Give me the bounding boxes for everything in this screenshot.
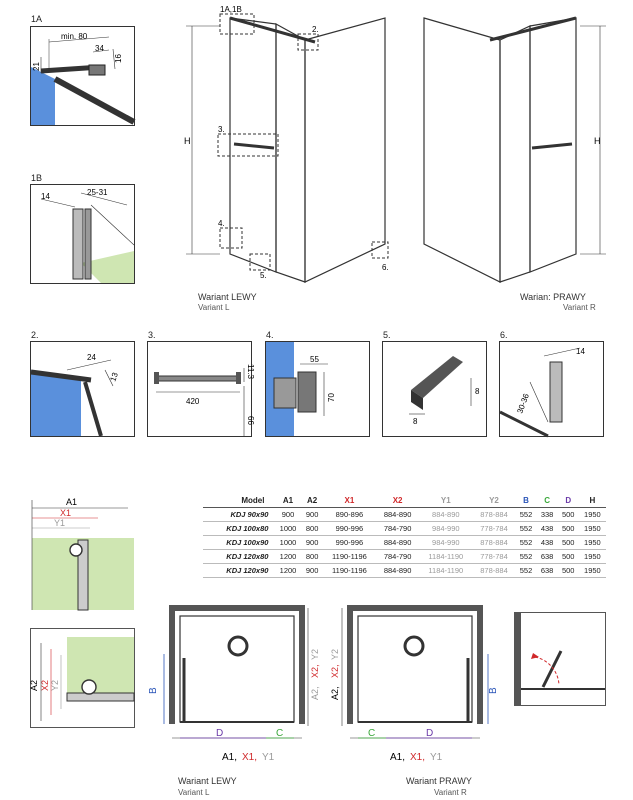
cell-a1: 1200	[274, 550, 301, 564]
floor-plan-right-drawing	[330, 604, 502, 776]
dim-min80: min. 80	[61, 32, 88, 41]
cell-x2: 784-790	[376, 522, 419, 536]
table-row	[203, 536, 606, 550]
cell-d: 500	[558, 508, 579, 522]
plan-detail-side	[30, 628, 135, 728]
cell-y1: 1184-1190	[419, 550, 472, 564]
cell-y2: 878-884	[473, 508, 516, 522]
cell-c: 638	[537, 564, 558, 578]
detail-1b-drawing	[31, 185, 134, 283]
col-a1: A1	[274, 494, 301, 508]
dim-16: 16	[114, 54, 123, 63]
cell-b: 552	[515, 508, 536, 522]
detail-1a-drawing	[31, 27, 134, 125]
detail-2-drawing	[31, 342, 134, 436]
cell-y1: 1184-1190	[419, 564, 472, 578]
col-y1: Y1	[419, 494, 472, 508]
cell-b: 552	[515, 522, 536, 536]
cell-model: KDJ 100x80	[203, 522, 274, 536]
cell-h: 1950	[579, 550, 606, 564]
cell-c: 338	[537, 508, 558, 522]
cell-x2: 784-790	[376, 550, 419, 564]
caption-variant-left-pl: Wariant LEWY	[198, 292, 257, 302]
cell-d: 500	[558, 536, 579, 550]
detail-1a-box	[30, 26, 135, 126]
detail-3-label: 3.	[148, 330, 156, 340]
plan-left-y2: Y2	[310, 648, 320, 660]
detail-4-drawing	[266, 342, 369, 436]
col-a2: A2	[302, 494, 323, 508]
plan-left-y1: Y1	[262, 752, 275, 763]
detail-6-drawing	[500, 342, 603, 436]
cell-h: 1950	[579, 508, 606, 522]
cell-model: KDJ 90x90	[203, 508, 274, 522]
caption-plan-left-pl: Wariant LEWY	[178, 776, 237, 786]
cell-b: 552	[515, 536, 536, 550]
dim-24: 24	[87, 353, 96, 362]
dim-14: 14	[41, 192, 50, 201]
door-swing-drawing	[515, 613, 605, 705]
enclosure-left-drawing	[180, 4, 420, 282]
dim-66: 66	[246, 416, 255, 425]
enclosure-right-view	[420, 4, 610, 282]
cell-model: KDJ 100x90	[203, 536, 274, 550]
dim-25-31: 25-31	[87, 188, 108, 197]
plan-left-a1: A1,	[222, 752, 238, 763]
cell-a2: 800	[302, 522, 323, 536]
cell-a2: 800	[302, 550, 323, 564]
cell-d: 500	[558, 522, 579, 536]
floor-plan-right	[330, 604, 502, 776]
table-row	[203, 550, 606, 564]
cell-a2: 900	[302, 536, 323, 550]
detail-1b-label: 1B	[31, 173, 43, 183]
col-model: Model	[203, 494, 274, 508]
cell-h: 1950	[579, 564, 606, 578]
cell-y1: 984-990	[419, 522, 472, 536]
dim-34: 34	[95, 44, 104, 53]
callout-4: 4.	[218, 219, 225, 228]
cell-x1: 890-896	[323, 508, 376, 522]
spec-table	[203, 494, 606, 578]
detail-3-box	[147, 341, 255, 437]
cell-b: 552	[515, 550, 536, 564]
dim-13: 13	[108, 371, 120, 383]
cell-c: 438	[537, 536, 558, 550]
detail-5-label: 5.	[383, 330, 391, 340]
callout-6: 6.	[382, 263, 389, 272]
dim-x2-side: X2	[40, 679, 50, 691]
cell-a2: 900	[302, 508, 323, 522]
cell-a1: 1000	[274, 536, 301, 550]
cell-c: 638	[537, 550, 558, 564]
caption-variant-right-en: Variant R	[563, 303, 596, 312]
dim-8-width: 8	[413, 417, 418, 426]
spec-table-header-row	[203, 494, 606, 508]
cell-b: 552	[515, 564, 536, 578]
detail-1a-label: 1A	[31, 14, 43, 24]
dim-70: 70	[327, 393, 336, 402]
detail-5-drawing	[383, 342, 486, 436]
cell-y2: 778-784	[473, 522, 516, 536]
enclosure-left-view	[180, 4, 420, 282]
col-b: B	[515, 494, 536, 508]
dim-420: 420	[186, 397, 200, 406]
cell-a2: 900	[302, 564, 323, 578]
plan-left-x1: X1,	[242, 752, 258, 763]
caption-plan-left-en: Variant L	[178, 788, 210, 797]
plan-left-a2: A2,	[310, 686, 320, 700]
plan-right-y1: Y1	[430, 752, 443, 763]
col-d: D	[558, 494, 579, 508]
col-x2: X2	[376, 494, 419, 508]
cell-a1: 900	[274, 508, 301, 522]
door-swing-detail	[514, 612, 606, 706]
caption-plan-right-pl: Wariant PRAWY	[406, 776, 472, 786]
detail-4-label: 4.	[266, 330, 274, 340]
detail-5-box	[382, 341, 487, 437]
caption-plan-right-en: Variant R	[434, 788, 467, 797]
cell-x2: 884-890	[376, 564, 419, 578]
cell-x1: 990-996	[323, 522, 376, 536]
dim-y2-side: Y2	[50, 679, 60, 691]
cell-x2: 884-890	[376, 536, 419, 550]
plan-right-y2: Y2	[330, 648, 340, 660]
dim-x1-top: X1	[60, 508, 72, 518]
plan-right-b: B	[488, 687, 499, 694]
detail-2-box	[30, 341, 135, 437]
cell-y2: 878-884	[473, 564, 516, 578]
enclosure-right-drawing	[420, 4, 610, 282]
dim-6-14: 14	[576, 347, 585, 356]
col-c: C	[537, 494, 558, 508]
callout-5: 5.	[260, 271, 267, 280]
dim-55: 55	[310, 355, 319, 364]
cell-d: 500	[558, 550, 579, 564]
plan-right-a2: A2,	[330, 686, 340, 700]
cell-y1: 884-890	[419, 508, 472, 522]
dim-30-36: 30-36	[515, 392, 531, 415]
cell-x1: 990-996	[323, 536, 376, 550]
cell-model: KDJ 120x90	[203, 564, 274, 578]
cell-d: 500	[558, 564, 579, 578]
table-row	[203, 522, 606, 536]
plan-left-c: C	[276, 728, 284, 739]
cell-x2: 884-890	[376, 508, 419, 522]
detail-4-box	[265, 341, 370, 437]
plan-left-b: B	[148, 687, 159, 694]
dim-21: 21	[32, 62, 41, 71]
detail-2-label: 2.	[31, 330, 39, 340]
plan-right-d: D	[426, 728, 434, 739]
plan-detail-top-drawing	[24, 494, 134, 610]
detail-6-box	[499, 341, 604, 437]
dim-a2-side: A2	[29, 679, 39, 691]
table-row	[203, 508, 606, 522]
caption-variant-left-en: Variant L	[198, 303, 230, 312]
col-h: H	[579, 494, 606, 508]
plan-right-x1: X1,	[410, 752, 426, 763]
cell-a1: 1000	[274, 522, 301, 536]
cell-h: 1950	[579, 536, 606, 550]
cell-y2: 778-784	[473, 550, 516, 564]
cell-c: 438	[537, 522, 558, 536]
cell-h: 1950	[579, 522, 606, 536]
plan-right-c: C	[368, 728, 376, 739]
callout-3: 3.	[218, 125, 225, 134]
dim-8-height: 8	[475, 387, 480, 396]
plan-left-x2: X2,	[310, 664, 320, 678]
plan-detail-side-drawing	[31, 629, 134, 727]
dim-a1-top: A1	[66, 497, 78, 507]
cell-y1: 984-990	[419, 536, 472, 550]
col-y2: Y2	[473, 494, 516, 508]
cell-a1: 1200	[274, 564, 301, 578]
plan-left-d: D	[216, 728, 224, 739]
detail-3-drawing	[148, 342, 255, 436]
dim-y1-top: Y1	[54, 518, 66, 528]
plan-right-x2: X2,	[330, 664, 340, 678]
detail-6-label: 6.	[500, 330, 508, 340]
detail-1b-box	[30, 184, 135, 284]
callout-1a1b: 1A,1B	[220, 5, 242, 14]
col-x1: X1	[323, 494, 376, 508]
floor-plan-left-drawing	[150, 604, 322, 776]
cell-x1: 1190-1196	[323, 564, 376, 578]
table-row	[203, 564, 606, 578]
cell-model: KDJ 120x80	[203, 550, 274, 564]
plan-right-a1: A1,	[390, 752, 406, 763]
dim-h-right: H	[594, 136, 601, 146]
cell-x1: 1190-1196	[323, 550, 376, 564]
floor-plan-left	[150, 604, 322, 776]
callout-2: 2.	[312, 25, 319, 34]
plan-detail-top	[24, 494, 134, 610]
dim-11-3: 11.3	[246, 364, 255, 379]
dim-h-left: H	[184, 136, 191, 146]
caption-variant-right-pl: Warian: PRAWY	[520, 292, 586, 302]
cell-y2: 878-884	[473, 536, 516, 550]
